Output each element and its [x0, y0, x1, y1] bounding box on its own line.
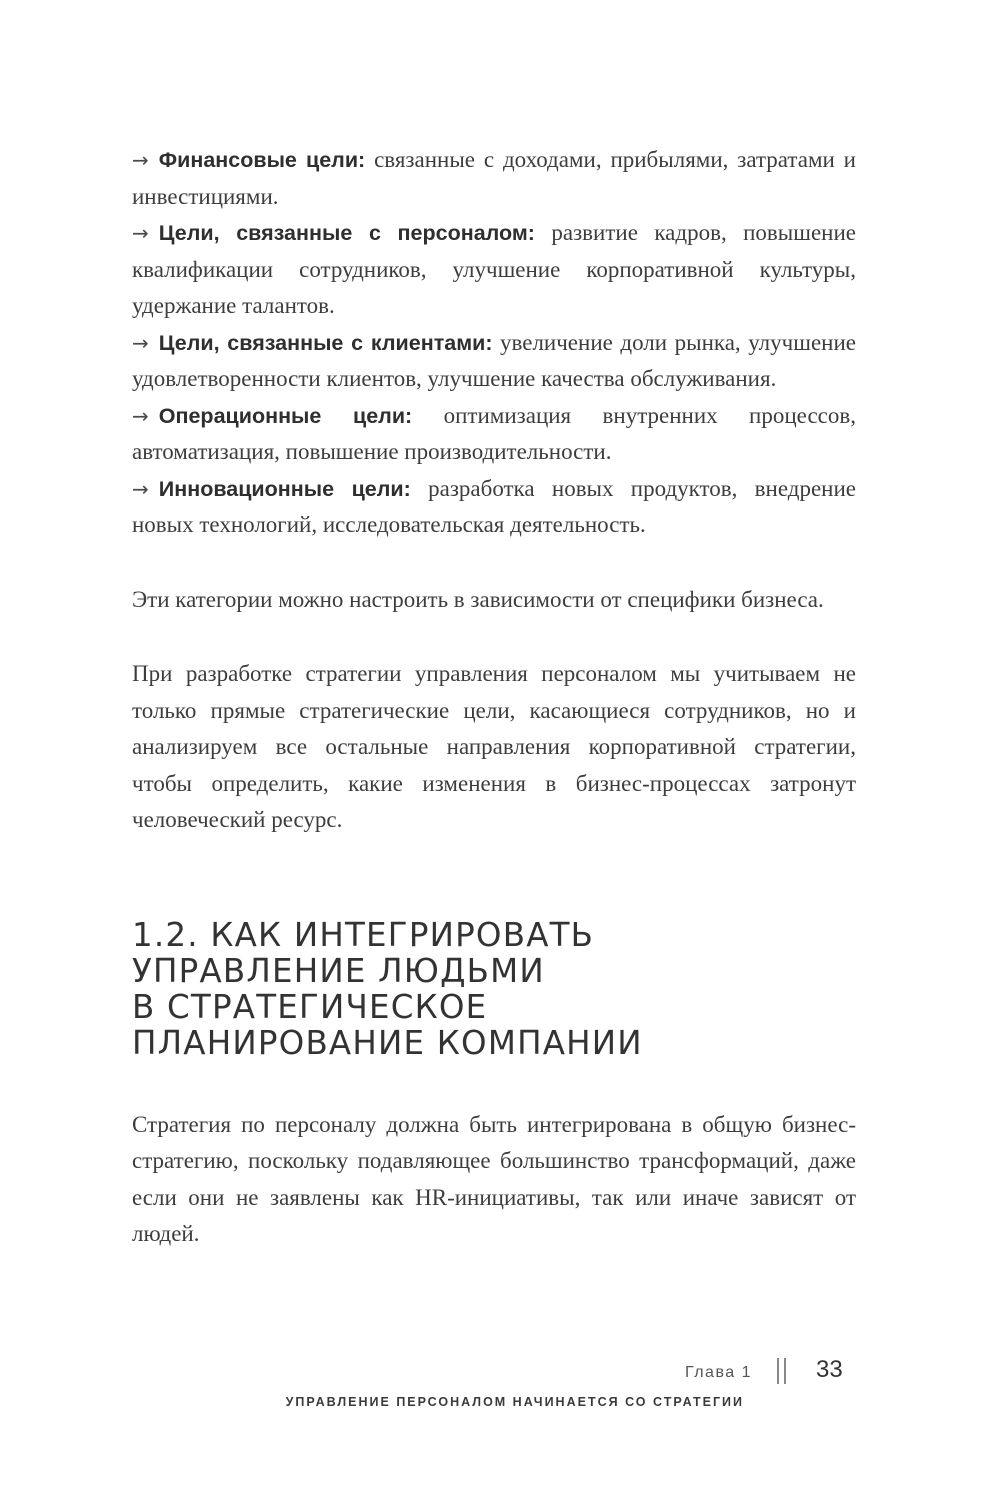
list-item-term: Цели, связанные с персоналом: — [158, 221, 535, 245]
paragraph-hr-integration: Стратегия по персоналу должна быть интегрирована в общую бизнес-стратегию, поскольку подавляющее большинство трансформаций, даже если они не заявлены как HR-инициативы, так или иначе зависят от людей. — [132, 1111, 856, 1246]
paragraph-strategy-analysis: При разработке стратегии управления персоналом мы учитываем не только прямые стратегические цели, касающиеся сотрудников, но и анализируем все остальные направления корпоративной стратегии, чтобы определить, какие изменения в бизнес-процессах затронут человеческий ресурс. — [132, 661, 856, 832]
chapter-label: Глава 1 — [684, 1364, 752, 1381]
list-item-text: связанные с доходами, прибылями, затратами и инвестициями. — [132, 147, 856, 209]
list-item-text: развитие кадров, повышение квалификации сотрудников, улучшение корпоративной культуры, удержание талантов. — [132, 220, 856, 318]
section-heading — [132, 917, 856, 1061]
paragraph-categories-note: Эти категории можно настроить в зависимости от специфики бизнеса. — [132, 586, 824, 612]
page-number: 33 — [816, 1356, 843, 1383]
section-heading-line: 1.2. КАК ИНТЕГРИРОВАТЬ — [132, 915, 595, 954]
list-item-term: Цели, связанные с клиентами: — [158, 330, 493, 355]
list-item-term: Финансовые цели: — [158, 148, 366, 172]
page-content — [132, 142, 856, 1253]
goal-categories-list — [132, 142, 856, 544]
list-item-term: Операционные цели: — [158, 403, 413, 428]
arrow-right-icon: → — [132, 476, 149, 501]
arrow-right-icon: → — [132, 148, 149, 172]
list-item — [132, 142, 856, 215]
list-item — [132, 471, 856, 544]
section-heading-line: В СТРАТЕГИЧЕСКОЕ — [132, 987, 488, 1026]
running-title: УПРАВЛЕНИЕ ПЕРСОНАЛОМ НАЧИНАЕТСЯ СО СТРАТЕГИИ — [285, 1395, 744, 1409]
list-item — [132, 215, 856, 325]
arrow-right-icon: → — [132, 403, 149, 428]
section-heading-line: УПРАВЛЕНИЕ ЛЮДЬМИ — [132, 951, 545, 990]
list-item-text: оптимизация внутренних процессов, автоматизация, повышение производительности. — [132, 402, 856, 464]
arrow-right-icon: → — [132, 330, 149, 355]
list-item-text: разработка новых продуктов, внедрение новых технологий, исследовательская деятельность. — [132, 475, 856, 537]
page-footer — [0, 1352, 1000, 1432]
section-heading-line: ПЛАНИРОВАНИЕ КОМПАНИИ — [132, 1023, 643, 1062]
list-item — [132, 398, 856, 471]
list-item-text: увеличение доли рынка, улучшение удовлетворенности клиентов, улучшение качества обслуживания. — [132, 329, 856, 391]
footer-divider — [775, 1358, 789, 1384]
arrow-right-icon: → — [132, 221, 149, 245]
list-item-term: Инновационные цели: — [158, 476, 411, 501]
list-item — [132, 325, 856, 398]
